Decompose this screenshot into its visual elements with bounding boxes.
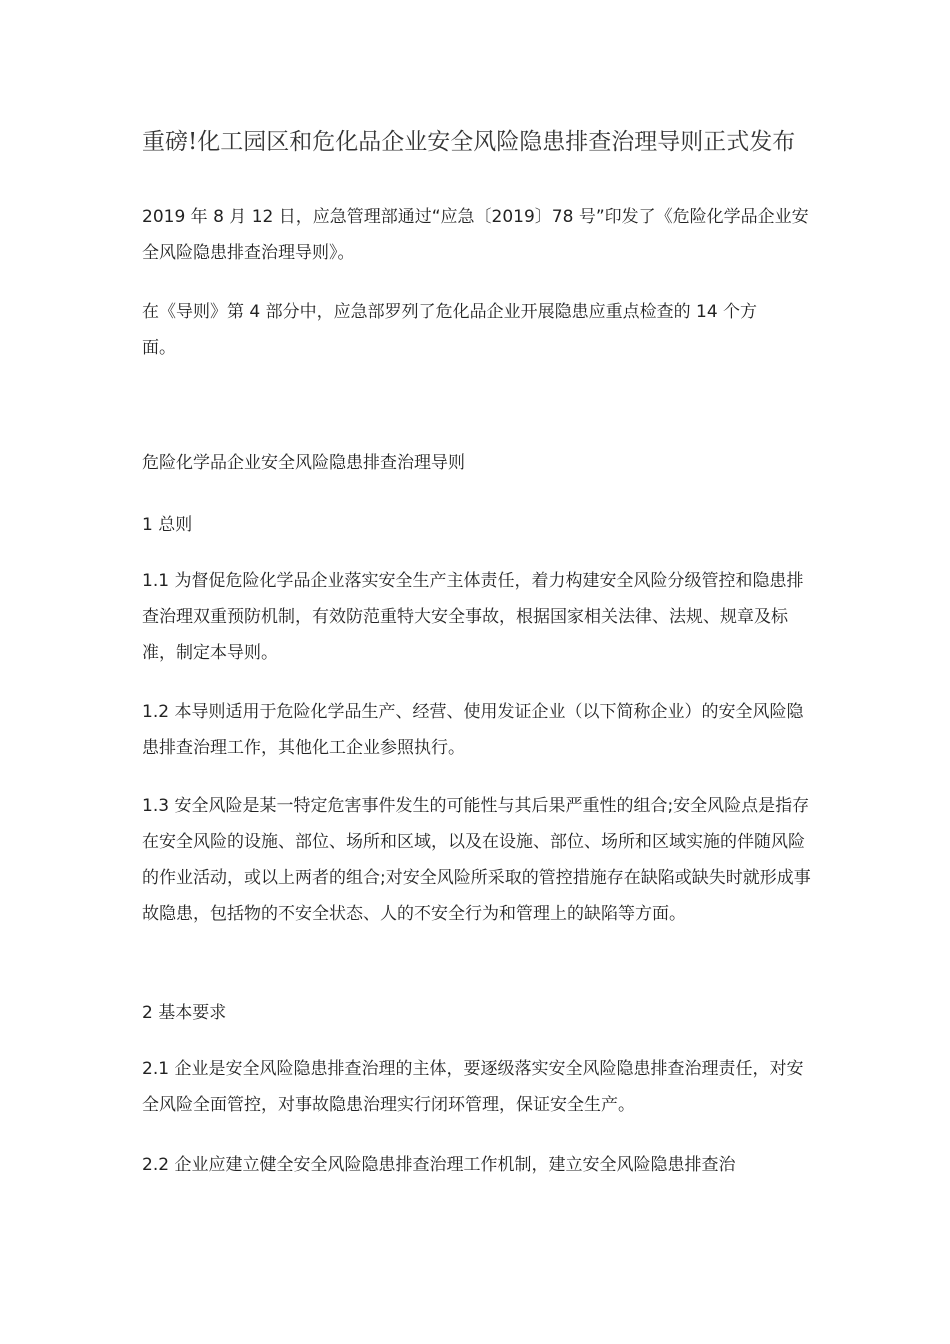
paragraph-1-3: 1.3 安全风险是某一特定危害事件发生的可能性与其后果严重性的组合;安全风险点是指存在安全风险的设施、部位、场所和区域，以及在设施、部位、场所和区域实施的伴随风险的作业活动，或以上两者的组合;对安全风险所采取的管控措施存在缺陷或缺失时就形成事故隐患，包括物的不安全状态、人的不安全行为和管理上的缺陷等方面。: [142, 796, 811, 924]
paragraph-1-1: 1.1 为督促危险化学品企业落实安全生产主体责任，着力构建安全风险分级管控和隐患排查治理双重预防机制，有效防范重特大安全事故，根据国家相关法律、法规、规章及标准，制定本导则。: [142, 571, 804, 663]
intro-paragraph-2: 在《导则》第 4 部分中，应急部罗列了危化品企业开展隐患应重点检查的 14 个方面。: [142, 302, 758, 358]
section-heading-2: 2 基本要求: [142, 1003, 227, 1023]
paragraph-2-1: 2.1 企业是安全风险隐患排查治理的主体，要逐级落实安全风险隐患排查治理责任，对安全风险全面管控，对事故隐患治理实行闭环管理，保证安全生产。: [142, 1059, 804, 1115]
document-title: 危险化学品企业安全风险隐患排查治理导则: [142, 453, 465, 473]
paragraph-1-2: 1.2 本导则适用于危险化学品生产、经营、使用发证企业（以下简称企业）的安全风险隐患排查治理工作，其他化工企业参照执行。: [142, 702, 804, 758]
section-heading-1: 1 总则: [142, 515, 193, 535]
article-title: 重磅!化工园区和危化品企业安全风险隐患排查治理导则正式发布: [142, 129, 796, 155]
paragraph-2-2: 2.2 企业应建立健全安全风险隐患排查治理工作机制，建立安全风险隐患排查治: [142, 1155, 736, 1175]
intro-paragraph-1: 2019 年 8 月 12 日，应急管理部通过“应急〔2019〕78 号”印发了《危险化学品企业安全风险隐患排查治理导则》。: [142, 207, 809, 263]
